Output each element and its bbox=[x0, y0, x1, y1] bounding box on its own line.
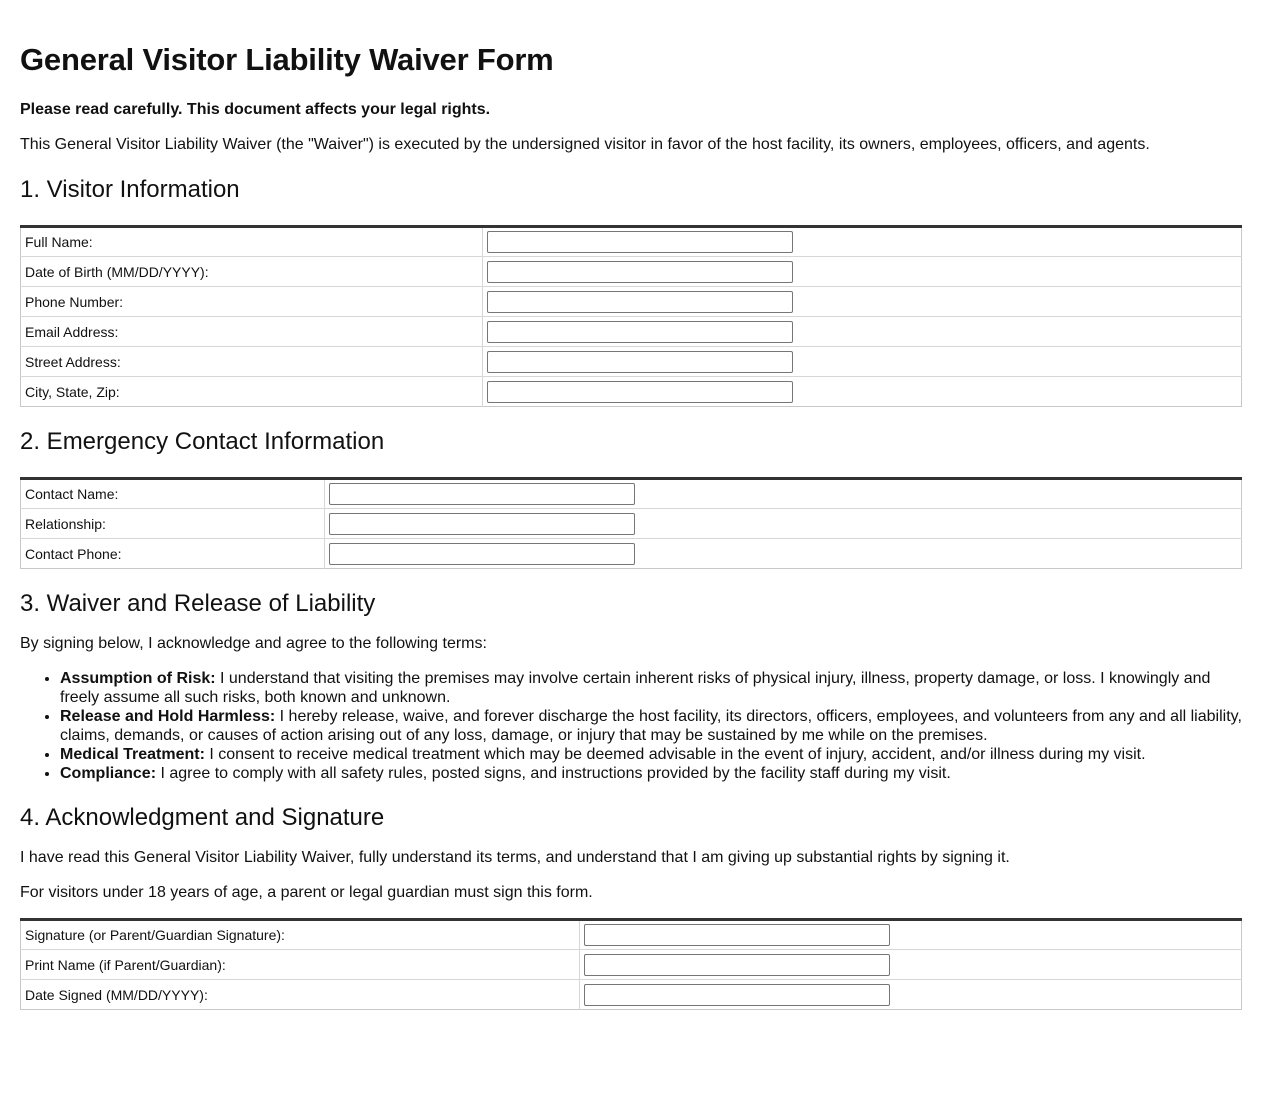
emergency-contact-table bbox=[20, 477, 1242, 569]
term-text: I understand that visiting the premises may involve certain inherent risks of physical injury, illness, property damage, or loss. I knowingly and freely assume all such risks, both known and unknown. bbox=[60, 670, 1211, 706]
table-row bbox=[21, 257, 1242, 287]
term-text: I agree to comply with all safety rules, posted signs, and instructions provided by the facility staff during my visit. bbox=[156, 765, 951, 782]
city-state-zip-field[interactable] bbox=[487, 381, 793, 403]
minor-note: For visitors under 18 years of age, a parent or legal guardian must sign this form. bbox=[20, 884, 593, 901]
full-name-field[interactable] bbox=[487, 231, 793, 253]
input-cell bbox=[580, 980, 1242, 1010]
input-cell bbox=[483, 287, 1242, 317]
relationship-label: Relationship: bbox=[21, 509, 325, 539]
table-row bbox=[21, 920, 1242, 950]
phone-number-field[interactable] bbox=[487, 291, 793, 313]
input-cell bbox=[325, 539, 1242, 569]
city-state-zip-label: City, State, Zip: bbox=[21, 377, 483, 407]
term-title: Assumption of Risk: bbox=[60, 670, 216, 687]
table-row bbox=[21, 287, 1242, 317]
list-item bbox=[60, 745, 1242, 764]
contact-name-field[interactable] bbox=[329, 483, 635, 505]
phone-number-label: Phone Number: bbox=[21, 287, 483, 317]
list-item bbox=[60, 669, 1242, 707]
print-name-field[interactable] bbox=[584, 954, 890, 976]
term-title: Release and Hold Harmless: bbox=[60, 708, 276, 725]
input-cell bbox=[580, 950, 1242, 980]
table-row bbox=[21, 347, 1242, 377]
input-cell bbox=[483, 257, 1242, 287]
input-cell bbox=[483, 347, 1242, 377]
input-cell bbox=[325, 509, 1242, 539]
table-row bbox=[21, 950, 1242, 980]
section-heading-emergency-contact: 2. Emergency Contact Information bbox=[20, 428, 385, 455]
full-name-label: Full Name: bbox=[21, 227, 483, 257]
table-row bbox=[21, 317, 1242, 347]
contact-phone-field[interactable] bbox=[329, 543, 635, 565]
contact-name-label: Contact Name: bbox=[21, 479, 325, 509]
table-row bbox=[21, 227, 1242, 257]
terms-lead-text: By signing below, I acknowledge and agree to the following terms: bbox=[20, 635, 487, 652]
date-of-birth-label: Date of Birth (MM/DD/YYYY): bbox=[21, 257, 483, 287]
date-signed-field[interactable] bbox=[584, 984, 890, 1006]
input-cell bbox=[580, 920, 1242, 950]
street-address-field[interactable] bbox=[487, 351, 793, 373]
term-title: Medical Treatment: bbox=[60, 746, 205, 763]
visitor-information-table bbox=[20, 225, 1242, 407]
input-cell bbox=[483, 227, 1242, 257]
section-heading-waiver-release: 3. Waiver and Release of Liability bbox=[20, 590, 376, 617]
term-title: Compliance: bbox=[60, 765, 157, 782]
table-row bbox=[21, 539, 1242, 569]
input-cell bbox=[483, 377, 1242, 407]
table-row bbox=[21, 377, 1242, 407]
input-cell bbox=[325, 479, 1242, 509]
intro-paragraph: This General Visitor Liability Waiver (the "Waiver") is executed by the undersigned visitor in favor of the host facility, its owners, employees, officers, and agents. bbox=[20, 136, 1150, 153]
term-text: I consent to receive medical treatment which may be deemed advisable in the event of injury, accident, and/or illness during my visit. bbox=[204, 746, 1146, 763]
section-heading-acknowledgment: 4. Acknowledgment and Signature bbox=[20, 804, 385, 831]
table-row bbox=[21, 479, 1242, 509]
street-address-label: Street Address: bbox=[21, 347, 483, 377]
acknowledgment-statement: I have read this General Visitor Liability Waiver, fully understand its terms, and understand that I am giving up substantial rights by signing it. bbox=[20, 849, 1010, 866]
email-address-label: Email Address: bbox=[21, 317, 483, 347]
date-signed-label: Date Signed (MM/DD/YYYY): bbox=[21, 980, 580, 1010]
legal-warning: Please read carefully. This document affects your legal rights. bbox=[20, 101, 491, 118]
page-title: General Visitor Liability Waiver Form bbox=[20, 42, 554, 77]
signature-field[interactable] bbox=[584, 924, 890, 946]
print-name-label: Print Name (if Parent/Guardian): bbox=[21, 950, 580, 980]
relationship-field[interactable] bbox=[329, 513, 635, 535]
table-row bbox=[21, 509, 1242, 539]
signature-label: Signature (or Parent/Guardian Signature): bbox=[21, 920, 580, 950]
email-address-field[interactable] bbox=[487, 321, 793, 343]
input-cell bbox=[483, 317, 1242, 347]
table-row bbox=[21, 980, 1242, 1010]
terms-list bbox=[20, 669, 1242, 783]
contact-phone-label: Contact Phone: bbox=[21, 539, 325, 569]
list-item bbox=[60, 764, 1242, 783]
term-text: I hereby release, waive, and forever discharge the host facility, its directors, officers, employees, and volunteers from any and all liability, claims, demands, or causes of action arising out of any loss, damage, or injury that may be sustained by me while on the premises. bbox=[60, 708, 1242, 744]
date-of-birth-field[interactable] bbox=[487, 261, 793, 283]
signature-table bbox=[20, 918, 1242, 1010]
section-heading-visitor-information: 1. Visitor Information bbox=[20, 176, 240, 203]
list-item bbox=[60, 707, 1242, 745]
